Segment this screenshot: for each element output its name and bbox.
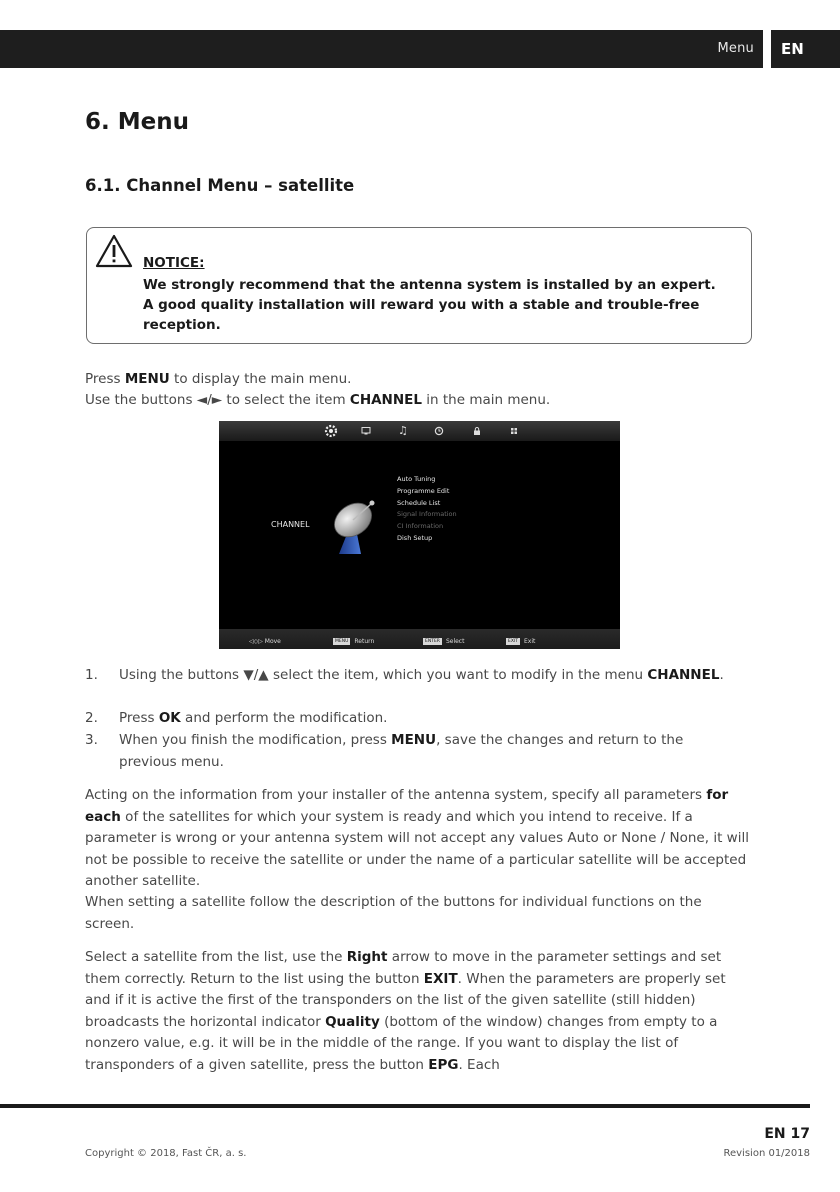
- tv-menu-label: CHANNEL: [271, 520, 310, 529]
- tv-footer-move: ◁◇▷ Move: [249, 638, 281, 645]
- list-item: 3. When you finish the modification, press MENU, save the changes and return to the previous menu.: [85, 732, 684, 770]
- notice-line: We strongly recommend that the antenna system is installed by an expert.: [143, 277, 716, 293]
- tv-menu-item[interactable]: CI Information: [397, 522, 444, 531]
- tv-menu-screenshot: [219, 421, 620, 649]
- tv-tab-bar: [219, 421, 620, 441]
- lock-icon: [472, 426, 482, 436]
- sound-icon: ♫: [398, 424, 408, 437]
- intro-line-2: Use the buttons ◄/► to select the item CHANNEL in the main menu.: [85, 392, 551, 408]
- tv-footer-exit: EXIT Exit: [508, 638, 536, 645]
- warning-icon: [94, 233, 134, 269]
- paragraph: Acting on the information from your installer of the antenna system, specify all parameters for each of the satellites for which your system is ready and which you intend to receive. If a parameter is wrong or your antenna system will not accept any values Auto or None / None, it will not be possible to receive the satellite or under the name of a particular satellite will be accepted another satellite.: [85, 787, 749, 889]
- enter-key: ENTER: [425, 639, 440, 644]
- tv-menu-item[interactable]: Programme Edit: [397, 486, 450, 495]
- intro-line-1: Press MENU to display the main menu.: [85, 371, 352, 387]
- notice-title: NOTICE:: [143, 255, 205, 271]
- tv-menu-item[interactable]: Signal Information: [397, 510, 457, 519]
- exit-key: EXIT: [508, 639, 519, 644]
- copyright: Copyright © 2018, Fast ČR, a. s.: [85, 1148, 247, 1159]
- menu-key: MENU: [335, 639, 349, 644]
- footer-rule: [0, 1104, 810, 1108]
- tv-menu-list: [397, 474, 457, 545]
- satellite-dish-icon: [327, 494, 385, 556]
- tv-footer-return: MENU Return: [335, 638, 375, 645]
- tv-menu-item[interactable]: Auto Tuning: [397, 475, 436, 483]
- list-item: 1. Using the buttons ▼/▲ select the item, which you want to modify in the menu CHANNEL.: [85, 667, 724, 683]
- tv-footer-select: ENTER Select: [425, 638, 465, 645]
- list-item: 2. Press OK and perform the modification.: [85, 710, 388, 726]
- settings-gear-icon: [323, 423, 339, 439]
- time-icon: [434, 426, 444, 436]
- paragraph: When setting a satellite follow the description of the buttons for individual functions on the screen.: [85, 894, 702, 932]
- apps-icon: [509, 426, 519, 436]
- paragraph: Select a satellite from the list, use the Right arrow to move in the parameter settings and set them correctly. Return to the list using the button EXIT. When the parameters are properly set and if it is active the first of the transponders on the list of the given satellite (still hidden) broadcasts the horizontal indicator Quality (bottom of the window) changes from empty to a nonzero value, e.g. it will be in the middle of the range. If you want to display the list of transponders of a given satellite, press the button EPG. Each: [85, 949, 726, 1073]
- page-number: EN 17: [764, 1126, 810, 1142]
- section-title: 6.1. Channel Menu – satellite: [85, 176, 355, 195]
- page-title: 6. Menu: [85, 109, 189, 135]
- header-section: Menu: [717, 41, 754, 56]
- move-arrows-icon: ◁◇▷: [249, 638, 263, 645]
- tv-menu-item[interactable]: Schedule List: [397, 498, 441, 507]
- language-badge: EN: [771, 30, 840, 68]
- header-bar: [0, 30, 763, 68]
- tv-menu-item[interactable]: Dish Setup: [397, 533, 433, 542]
- revision: Revision 01/2018: [723, 1148, 810, 1159]
- picture-icon: [361, 426, 371, 436]
- notice-text: [143, 275, 733, 335]
- notice-line: A good quality installation will reward you with a stable and trouble-free reception.: [143, 297, 700, 333]
